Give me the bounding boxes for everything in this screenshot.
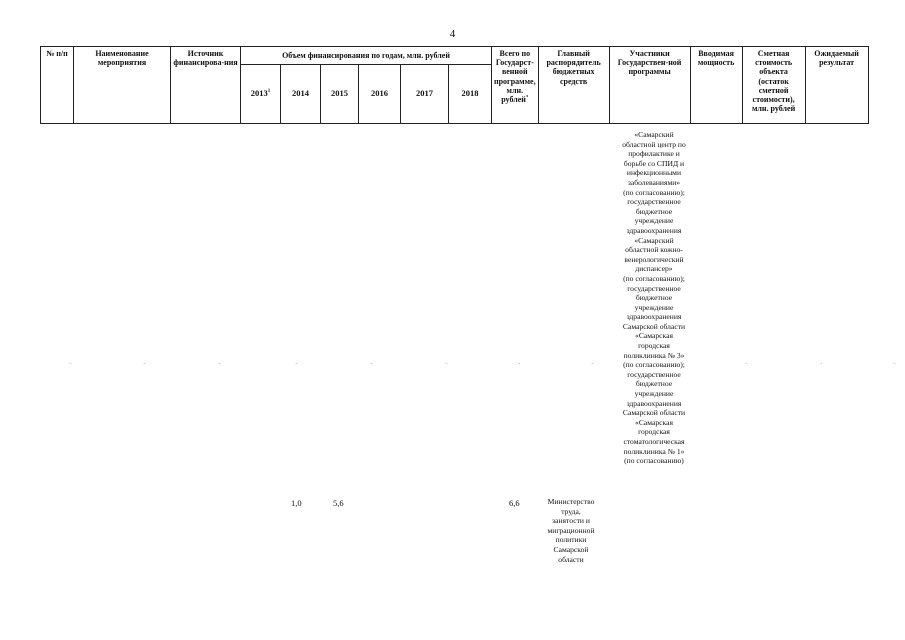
column-mark: · [518,360,521,368]
column-mark: · [295,360,298,368]
total-header-text: Всего по Государст-венной программе, млн. рублей [494,49,536,104]
column-mark: · [370,360,373,368]
main-manager-text [537,497,605,564]
participants-line: бюджетное [635,206,673,216]
participants-line: борьбе со СПИД и [623,158,685,168]
column-mark: · [445,360,448,368]
col-total-header [492,47,539,124]
participants-line: (по согласованию) [624,456,684,466]
participants-line: «Самарская [635,331,673,341]
participants-line: заболеваниями» [627,177,681,187]
value-total: 6,6 [509,498,520,508]
participants-line: бюджетное [635,379,673,389]
col-source-header: Источник финансирова-ния [171,47,241,124]
participants-line: инфекционными [626,168,682,178]
participants-line: «Самарский [634,130,674,139]
participants-line: здравоохранения [626,312,682,322]
column-mark: · [591,360,594,368]
participants-line: государственное [627,283,681,293]
value-2015: 5,6 [333,498,344,508]
program-table-header [40,46,869,124]
participants-line: поликлиника № 1» [623,446,685,456]
participants-line: Самарской области [622,408,686,418]
main-manager-line: политики [555,535,587,545]
participants-line: областной центр по [622,139,686,149]
participants-line: Самарской области [622,321,686,331]
main-manager-line: миграционной [547,525,595,535]
column-mark: · [745,360,748,368]
year-header-2018: 2018 [449,65,492,124]
participants-line: городская [638,427,670,437]
column-mark: · [143,360,146,368]
col-main-manager-header: Главный распорядитель бюджетных средств [538,47,609,124]
participants-line: городская [638,341,670,351]
participants-line: (по согласованию); [623,187,685,197]
year-header-2014: 2014 [281,65,321,124]
participants-line: (по согласованию); [623,273,685,283]
col-name-header: Наименование мероприятия [74,47,171,124]
column-mark: · [218,360,221,368]
participants-line: поликлиника № 3» [623,350,685,360]
total-footnote: * [525,95,529,101]
main-manager-line: Самарской [553,544,589,554]
participants-text [606,130,702,466]
year-header-2015: 2015 [321,65,359,124]
column-mark: · [893,360,896,368]
year-2013-label: 2013 [250,88,268,99]
participants-line: «Самарская [635,417,673,427]
year-header-2013 [241,65,281,124]
participants-line: (по согласованию); [623,360,685,370]
col-result-header: Ожидаемый результат [805,47,868,124]
participants-line: учреждение [634,389,674,399]
participants-line: венерологический [624,254,684,264]
column-mark: · [820,360,823,368]
participants-line: диспансер» [635,264,673,274]
year-header-2016: 2016 [359,65,401,124]
main-manager-line: Министерство [547,497,595,506]
main-manager-line: области [558,554,584,564]
participants-line: учреждение [634,302,674,312]
column-mark: · [69,360,72,368]
col-participants-header: Участники Государствен-ной программы [609,47,690,124]
participants-line: областной кожно- [625,245,683,255]
col-cost-header: Сметная стоимость объекта (остаток сметной стоимости), млн. рублей [742,47,805,124]
participants-line: бюджетное [635,293,673,303]
participants-line: «Самарский [634,235,674,245]
col-capacity-header: Вводимая мощность [690,47,742,124]
col-funding-group-header: Объем финансирования по годам, млн. рублей [241,47,492,65]
year-2013-footnote: 1 [267,89,271,95]
participants-line: учреждение [634,216,674,226]
participants-line: здравоохранения [626,398,682,408]
page-number: 4 [449,28,456,40]
main-manager-line: труда, [561,506,581,516]
year-header-2017: 2017 [401,65,449,124]
col-num-header: № п/п [41,47,74,124]
participants-line: стоматологическая [623,437,685,446]
main-manager-line: занятости и [552,516,590,526]
value-2014: 1,0 [291,498,302,508]
participants-line: государственное [627,197,681,207]
participants-line: здравоохранения [626,225,682,235]
participants-line: профилактике и [628,149,680,159]
participants-line: государственное [627,369,681,379]
